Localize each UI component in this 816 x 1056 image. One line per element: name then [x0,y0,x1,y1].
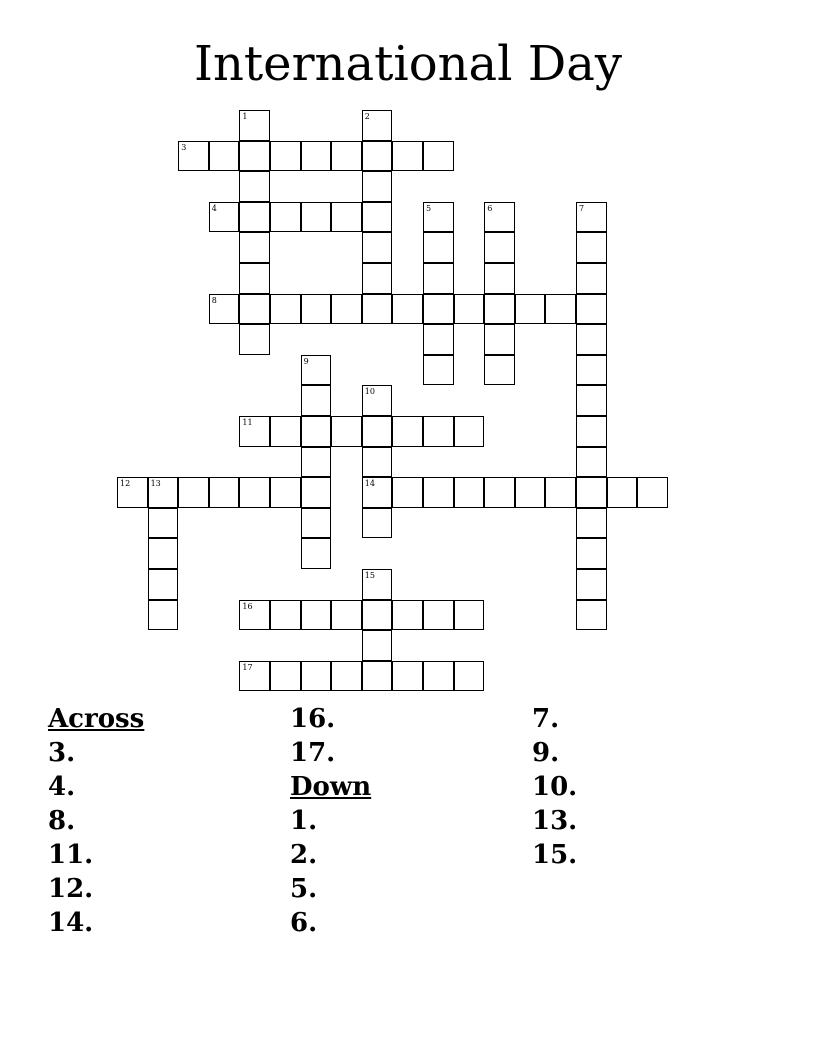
grid-cell[interactable] [423,355,454,386]
grid-cell[interactable] [362,263,393,294]
grid-cell[interactable] [239,232,270,263]
grid-cell[interactable] [484,294,515,325]
clue-number: 7 [579,203,585,213]
grid-cell[interactable] [392,294,423,325]
grid-cell[interactable] [576,385,607,416]
grid-cell[interactable] [209,141,240,172]
grid-cell[interactable] [239,171,270,202]
grid-cell[interactable] [362,477,393,508]
clue-number: 13 [150,479,161,489]
clue-down-13: 13. [532,806,578,836]
grid-cell[interactable] [239,416,270,447]
grid-cell[interactable] [148,477,179,508]
grid-cell[interactable] [454,294,485,325]
grid-cell[interactable] [301,385,332,416]
grid-cell[interactable] [515,294,546,325]
clue-number: 1 [242,112,248,121]
grid-cell[interactable] [423,324,454,355]
grid-cell[interactable] [576,447,607,478]
clue-down-10: 10. [532,772,578,802]
grid-cell[interactable] [117,477,148,508]
grid-cell[interactable] [331,141,362,172]
clue-down-9: 9. [532,738,560,768]
grid-cell[interactable] [270,202,301,233]
grid-cell[interactable] [392,477,423,508]
grid-cell[interactable] [209,477,240,508]
clue-number: 11 [242,418,253,427]
grid-cell[interactable] [301,538,332,569]
grid-cell[interactable] [331,294,362,325]
grid-cell[interactable] [301,294,332,325]
clue-number: 5 [426,203,432,213]
grid-cell[interactable] [576,508,607,539]
grid-cell[interactable] [270,477,301,508]
grid-cell[interactable] [362,385,393,416]
grid-cell[interactable] [270,294,301,325]
clue-number: 9 [303,356,309,366]
clue-number: 16 [242,601,253,611]
clue-number: 3 [181,142,187,152]
grid-cell[interactable] [301,416,332,447]
clue-across-14: 14. [48,908,94,938]
grid-cell[interactable] [484,477,515,508]
grid-cell[interactable] [209,294,240,325]
clue-number: 15 [364,571,375,580]
grid-cell[interactable] [270,661,301,692]
grid-cell[interactable] [148,600,179,631]
grid-cell[interactable] [362,508,393,539]
grid-cell[interactable] [301,141,332,172]
clue-column-2 [290,702,371,940]
clue-number: 17 [242,662,253,672]
clue-down-5: 5. [290,874,318,904]
grid-cell[interactable] [362,171,393,202]
grid-cell[interactable] [301,661,332,692]
clue-down-6: 6. [290,908,318,938]
grid-cell[interactable] [239,141,270,172]
grid-cell[interactable] [423,600,454,631]
grid-cell[interactable] [545,477,576,508]
grid-cell[interactable] [423,202,454,233]
grid-cell[interactable] [362,416,393,447]
grid-cell[interactable] [545,294,576,325]
clue-across-4: 4. [48,772,76,802]
clue-across-3: 3. [48,738,76,768]
grid-cell[interactable] [423,416,454,447]
grid-cell[interactable] [576,355,607,386]
grid-cell[interactable] [392,600,423,631]
grid-cell[interactable] [423,661,454,692]
clue-across-11: 11. [48,840,94,870]
clue-number: 2 [364,112,370,121]
clue-column-1 [48,702,144,940]
grid-cell[interactable] [362,600,393,631]
clue-number: 8 [211,295,217,305]
grid-cell[interactable] [607,477,638,508]
grid-cell[interactable] [637,477,668,508]
page-title: International Day [194,36,622,92]
grid-cell[interactable] [392,661,423,692]
grid-cell[interactable] [239,600,270,631]
clue-column-3 [532,702,577,872]
grid-cell[interactable] [576,294,607,325]
grid-cell[interactable] [576,600,607,631]
grid-cell[interactable] [148,508,179,539]
grid-cell[interactable] [362,110,393,141]
grid-cell[interactable] [484,263,515,294]
grid-cell[interactable] [301,477,332,508]
grid-cell[interactable] [148,569,179,600]
clue-number: 6 [487,203,493,213]
grid-cell[interactable] [454,416,485,447]
grid-cell[interactable] [301,355,332,386]
grid-cell[interactable] [423,263,454,294]
grid-cell[interactable] [331,416,362,447]
grid-cell[interactable] [423,294,454,325]
grid-cell[interactable] [301,202,332,233]
grid-cell[interactable] [301,508,332,539]
grid-cell[interactable] [454,477,485,508]
grid-cell[interactable] [301,447,332,478]
grid-cell[interactable] [331,600,362,631]
grid-cell[interactable] [576,324,607,355]
grid-cell[interactable] [423,477,454,508]
grid-cell[interactable] [362,630,393,661]
grid-cell[interactable] [178,477,209,508]
grid-cell[interactable] [576,202,607,233]
clue-across-16: 16. [290,704,336,734]
grid-cell[interactable] [270,416,301,447]
clue-down-15: 15. [532,840,578,870]
grid-cell[interactable] [392,416,423,447]
grid-cell[interactable] [239,324,270,355]
grid-cell[interactable] [484,355,515,386]
clue-across-12: 12. [48,874,94,904]
grid-cell[interactable] [270,141,301,172]
grid-cell[interactable] [362,202,393,233]
grid-cell[interactable] [576,232,607,263]
grid-cell[interactable] [362,569,393,600]
grid-cell[interactable] [178,141,209,172]
grid-cell[interactable] [331,202,362,233]
grid-cell[interactable] [239,477,270,508]
grid-cell[interactable] [576,477,607,508]
clue-down-1: 1. [290,806,318,836]
down-heading: Down [290,772,372,802]
clue-down-2: 2. [290,840,318,870]
grid-cell[interactable] [301,600,332,631]
grid-cell[interactable] [576,263,607,294]
grid-cell[interactable] [362,294,393,325]
grid-cell[interactable] [362,232,393,263]
grid-cell[interactable] [270,600,301,631]
grid-cell[interactable] [515,477,546,508]
clue-across-17: 17. [290,738,336,768]
grid-cell[interactable] [239,202,270,233]
grid-cell[interactable] [362,661,393,692]
grid-cell[interactable] [454,661,485,692]
grid-cell[interactable] [239,294,270,325]
grid-cell[interactable] [362,141,393,172]
grid-cell[interactable] [576,416,607,447]
grid-cell[interactable] [331,661,362,692]
grid-cell[interactable] [576,569,607,600]
grid-cell[interactable] [423,141,454,172]
clue-number: 14 [364,479,375,489]
clue-number: 4 [211,203,217,213]
grid-cell[interactable] [148,538,179,569]
grid-cell[interactable] [239,263,270,294]
clue-across-8: 8. [48,806,76,836]
clue-number: 10 [364,387,375,397]
grid-cell[interactable] [484,202,515,233]
grid-cell[interactable] [239,661,270,692]
grid-cell[interactable] [423,232,454,263]
grid-cell[interactable] [392,141,423,172]
grid-cell[interactable] [362,447,393,478]
grid-cell[interactable] [454,600,485,631]
grid-cell[interactable] [239,110,270,141]
grid-cell[interactable] [576,538,607,569]
clue-down-7: 7. [532,704,560,734]
clue-number: 12 [120,479,131,489]
across-heading: Across [48,704,145,734]
grid-cell[interactable] [484,324,515,355]
grid-cell[interactable] [209,202,240,233]
grid-cell[interactable] [484,232,515,263]
